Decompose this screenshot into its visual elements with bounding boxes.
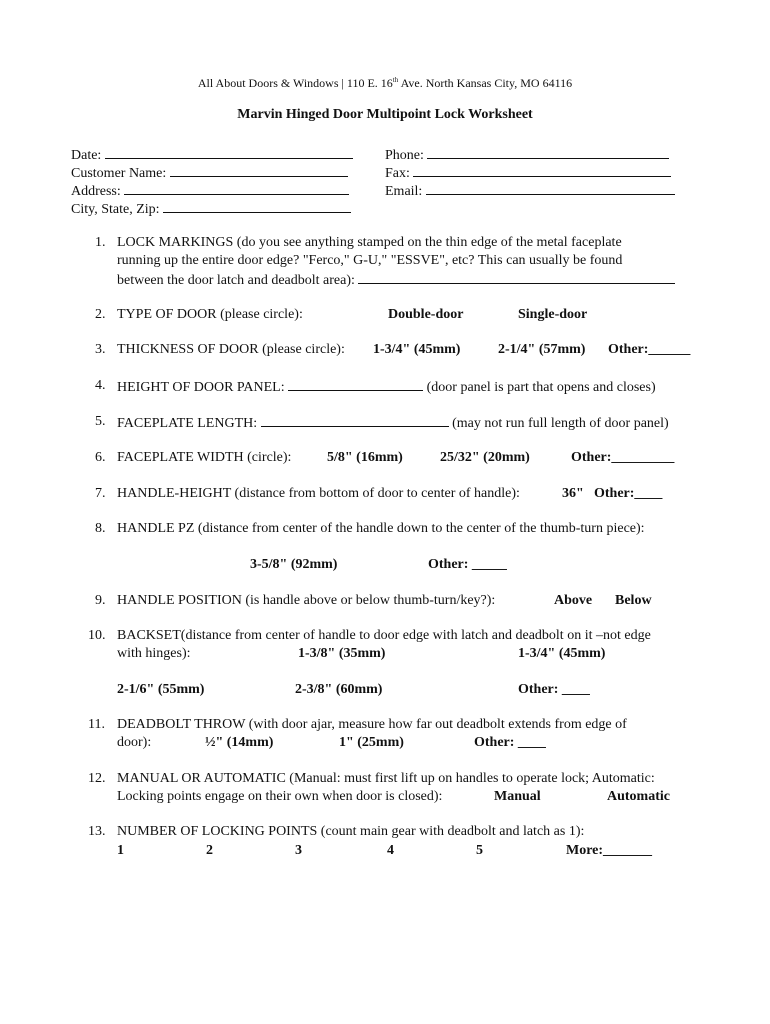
q3-option-other[interactable]: Other:______ <box>608 342 691 357</box>
q11-option-14mm[interactable]: ½" (14mm) <box>205 735 274 750</box>
q1-line2: running up the entire door edge? "Ferco," G-U," "ESSVE", etc? This can usually be found <box>117 253 623 268</box>
q12-line1: MANUAL OR AUTOMATIC (Manual: must first lift up on handles to operate lock; Automatic: <box>117 771 655 786</box>
q9-number: 9. <box>95 593 106 608</box>
page-title: Marvin Hinged Door Multipoint Lock Worksheet <box>237 107 533 122</box>
q9-option-above[interactable]: Above <box>554 593 593 608</box>
q12-option-automatic[interactable]: Automatic <box>607 789 670 804</box>
q12-option-manual[interactable]: Manual <box>494 789 541 804</box>
q4-field[interactable] <box>117 377 656 397</box>
q2-text: TYPE OF DOOR (please circle): <box>117 307 303 322</box>
q13-option-5[interactable]: 5 <box>476 843 483 858</box>
q12-line2: Locking points engage on their own when door is closed): <box>117 789 443 804</box>
q6-option-other[interactable]: Other:_________ <box>571 450 675 465</box>
phone-field[interactable] <box>385 145 669 165</box>
fax-blank[interactable] <box>413 163 671 177</box>
q10-option-35mm[interactable]: 1-3/8" (35mm) <box>298 646 386 661</box>
q13-option-4[interactable]: 4 <box>387 843 394 858</box>
q13-text: NUMBER OF LOCKING POINTS (count main gear with deadbolt and latch as 1): <box>117 824 585 839</box>
phone-label: Phone: <box>385 148 424 163</box>
header-city: Ave. North Kansas City, MO 64116 <box>398 76 573 90</box>
q5-note: (may not run full length of door panel) <box>452 416 669 431</box>
q2-option-single-door[interactable]: Single-door <box>518 307 588 322</box>
q11-line1: DEADBOLT THROW (with door ajar, measure how far out deadbolt extends from edge of <box>117 717 627 732</box>
email-label: Email: <box>385 184 423 199</box>
q1-line1: LOCK MARKINGS (do you see anything stamped on the thin edge of the metal faceplate <box>117 235 622 250</box>
q11-option-other[interactable]: Other: ____ <box>474 735 546 750</box>
q9-text: HANDLE POSITION (is handle above or below thumb-turn/key?): <box>117 593 496 608</box>
customer-name-label: Customer Name: <box>71 166 167 181</box>
q2-option-double-door[interactable]: Double-door <box>388 307 464 322</box>
q4-note: (door panel is part that opens and closes) <box>426 380 656 395</box>
q10-option-60mm[interactable]: 2-3/8" (60mm) <box>295 682 383 697</box>
q11-line2: door): <box>117 735 152 750</box>
door-height-blank[interactable] <box>288 377 423 391</box>
address-field[interactable] <box>71 181 349 201</box>
q6-text: FACEPLATE WIDTH (circle): <box>117 450 292 465</box>
q5-text: FACEPLATE LENGTH: <box>117 416 258 431</box>
q8-text: HANDLE PZ (distance from center of the handle down to the center of the thumb-turn piece): <box>117 521 645 536</box>
q7-option-36in[interactable]: 36" <box>562 486 584 501</box>
q4-text: HEIGHT OF DOOR PANEL: <box>117 380 285 395</box>
q13-option-1[interactable]: 1 <box>117 843 124 858</box>
q13-option-more[interactable]: More:_______ <box>566 843 653 858</box>
q10-line2: with hinges): <box>117 646 191 661</box>
q10-line1: BACKSET(distance from center of handle to door edge with latch and deadbolt on it –not edge <box>117 628 651 643</box>
q8-option-92mm[interactable]: 3-5/8" (92mm) <box>250 557 338 572</box>
company-header <box>0 71 770 92</box>
city-state-zip-label: City, State, Zip: <box>71 202 160 217</box>
city-state-zip-blank[interactable] <box>163 199 351 213</box>
customer-name-field[interactable] <box>71 163 348 183</box>
q7-number: 7. <box>95 486 106 501</box>
fax-field[interactable] <box>385 163 671 183</box>
q7-text: HANDLE-HEIGHT (distance from bottom of door to center of handle): <box>117 486 520 501</box>
q12-number: 12. <box>88 771 106 786</box>
date-label: Date: <box>71 148 102 163</box>
q10-option-55mm[interactable]: 2-1/6" (55mm) <box>117 682 205 697</box>
address-blank[interactable] <box>124 181 349 195</box>
q3-text: THICKNESS OF DOOR (please circle): <box>117 342 345 357</box>
q5-field[interactable] <box>117 413 669 433</box>
q3-number: 3. <box>95 342 106 357</box>
header-address: All About Doors & Windows | 110 E. 16 <box>197 76 393 90</box>
q7-option-other[interactable]: Other:____ <box>594 486 663 501</box>
phone-blank[interactable] <box>427 145 669 159</box>
q5-number: 5. <box>95 414 106 429</box>
q10-number: 10. <box>88 628 106 643</box>
q8-option-other[interactable]: Other: _____ <box>428 557 507 572</box>
faceplate-length-blank[interactable] <box>261 413 449 427</box>
q1-line3: between the door latch and deadbolt area): <box>117 273 355 288</box>
q2-number: 2. <box>95 307 106 322</box>
date-blank[interactable] <box>105 145 353 159</box>
q10-option-other[interactable]: Other: ____ <box>518 682 590 697</box>
email-field[interactable] <box>385 181 675 201</box>
date-field[interactable] <box>71 145 353 165</box>
address-label: Address: <box>71 184 121 199</box>
q10-option-45mm[interactable]: 1-3/4" (45mm) <box>518 646 606 661</box>
q1-number: 1. <box>95 235 106 250</box>
lock-markings-blank[interactable] <box>358 270 675 284</box>
q6-number: 6. <box>95 450 106 465</box>
header-ordinal: th <box>392 76 399 84</box>
q6-option-20mm[interactable]: 25/32" (20mm) <box>440 450 530 465</box>
q13-number: 13. <box>88 824 106 839</box>
q3-option-45mm[interactable]: 1-3/4" (45mm) <box>373 342 461 357</box>
q3-option-57mm[interactable]: 2-1/4" (57mm) <box>498 342 586 357</box>
q4-number: 4. <box>95 378 106 393</box>
city-state-zip-field[interactable] <box>71 199 351 219</box>
q6-option-16mm[interactable]: 5/8" (16mm) <box>327 450 403 465</box>
q1-line3-field[interactable] <box>117 270 675 290</box>
q13-option-2[interactable]: 2 <box>206 843 213 858</box>
q8-number: 8. <box>95 521 106 536</box>
q13-option-3[interactable]: 3 <box>295 843 302 858</box>
q11-option-25mm[interactable]: 1" (25mm) <box>339 735 404 750</box>
customer-name-blank[interactable] <box>170 163 348 177</box>
email-blank[interactable] <box>426 181 675 195</box>
fax-label: Fax: <box>385 166 410 181</box>
q11-number: 11. <box>88 717 105 732</box>
q9-option-below[interactable]: Below <box>615 593 652 608</box>
